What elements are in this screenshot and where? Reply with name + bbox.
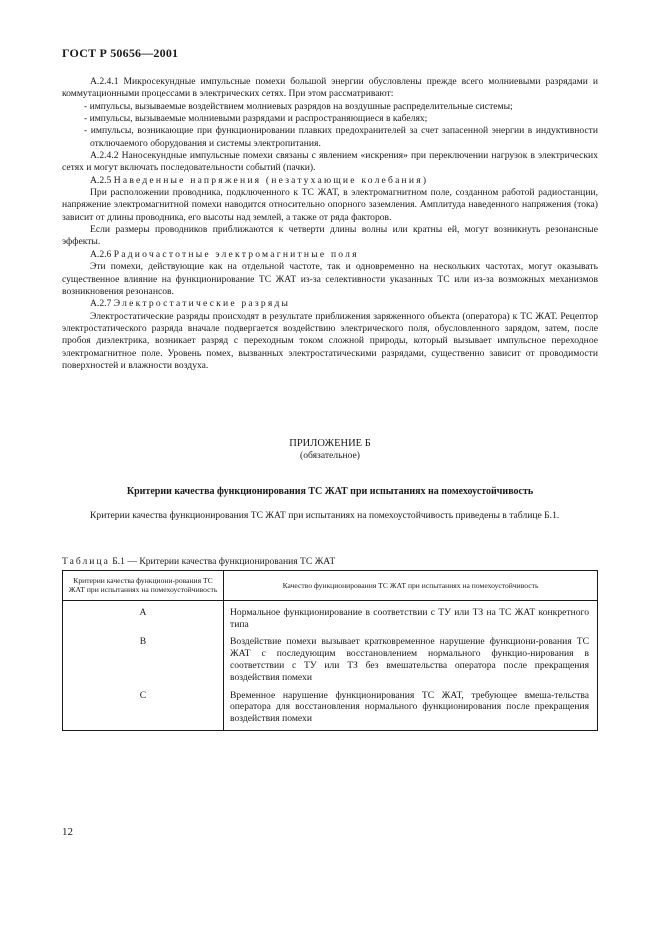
paragraph-a25-2: Если размеры проводников приближаются к четверти длины волны или кратны ей, могут возникнуть резонансные эффекты. <box>62 224 598 248</box>
section-number: А.2.5 <box>90 174 112 186</box>
table-header-quality: Качество функционирования ТС ЖАТ при испытаниях на помехоустойчивость <box>224 571 598 601</box>
document-header: ГОСТ Р 50656—2001 <box>62 46 179 60</box>
appendix-heading: Критерии качества функционирования ТС ЖАТ при испытаниях на помехоустойчивость <box>126 486 534 497</box>
bullet-item: - импульсы, возникающие при функционировании плавких предохранителей за счет запасенной энергии в индуктивности отключаемого оборудования и системы электропитания. <box>84 125 598 149</box>
section-title: Электростатические разряды <box>113 298 291 310</box>
criterion-grade: С <box>63 684 224 731</box>
table-header-row <box>63 571 598 601</box>
table-caption <box>62 556 335 567</box>
section-heading-a25 <box>62 175 598 187</box>
paragraph-a26-1: Эти помехи, действующие как на отдельной частоте, так и одновременно на нескольких частотах, могут оказывать существенное влияние на функционирование ТС ЖАТ из-за селективности указанных ТС или из-за возможных механизмов возникновения резонансов. <box>62 261 598 297</box>
criterion-grade: В <box>63 630 224 683</box>
criterion-description: Нормальное функционирование в соответствии с ТУ или ТЗ на ТС ЖАТ конкретного типа <box>224 600 598 630</box>
section-number: А.2.6 <box>90 248 112 260</box>
bullet-item: - импульсы, вызываемые воздействием молниевых разрядов на воздушные распределительные системы; <box>84 100 513 112</box>
criteria-table <box>62 570 598 731</box>
section-heading-a27 <box>62 298 598 310</box>
section-title: Радиочастотные электромагнитные поля <box>113 248 359 260</box>
appendix-intro: Критерии качества функционирования ТС ЖАТ при испытаниях на помехоустойчивость приведены в таблице Б.1. <box>90 510 560 521</box>
bullet-item: - импульсы, вызываемые молниевыми разрядами и распространяющиеся в кабелях; <box>84 113 428 125</box>
table-header-criteria: Критерии качества функциони-рования ТС ЖАТ при испытаниях на помехоустойчивость <box>63 571 224 601</box>
table-row <box>63 600 598 630</box>
criterion-description: Временное нарушение функционирования ТС ЖАТ, требующее вмеша-тельства оператора для восстановления нормального функционирования после прекращения воздействия помехи <box>224 684 598 731</box>
appendix-title: ПРИЛОЖЕНИЕ Б <box>289 438 371 449</box>
page-number: 12 <box>62 826 73 838</box>
paragraph-a27-1: Электростатические разряды происходят в результате приближения заряженного объекта (оператора) к ТС ЖАТ. Рецептор электростатического разряда вначале подвергается воздействию электрического поля, обусловленного зарядом, затем, после пробоя диэлектрика, возникает разряд с переходным током сложной природы, который вызывает импульсное переходное электромагнитное поле. Уровень помех, вызванных электростатическими разрядами, существенно зависит от проводимости поверхностей и влажности воздуха. <box>62 310 598 371</box>
section-number: А.2.7 <box>90 298 112 310</box>
appendix-status: (обязательное) <box>300 450 360 461</box>
section-title: Наведенные напряжения (незатухающие колебания) <box>113 174 429 186</box>
table-row <box>63 684 598 731</box>
paragraph-a25-1: При расположении проводника, подключенного к ТС ЖАТ, в электромагнитном поле, созданном работой радиостанции, напряжение электромагнитной помехи наводится относительно опорного заземления. Амплитуда наведенного напряжения (тока) зависит от длины проводника, его высоты над землей, а также от ряда факторов. <box>62 187 598 223</box>
appendix-b-title-block <box>62 438 598 461</box>
criterion-grade: А <box>63 600 224 630</box>
table-caption-word: Таблица <box>62 556 110 567</box>
criterion-description: Воздействие помехи вызывает кратковременное нарушение функциони-рования ТС ЖАТ с последующим восстановлением нормального функцио-нирования в соответствии с ТУ или ТЗ без вмешательства оператора после прекращения воздействия помехи <box>224 630 598 683</box>
table-row <box>63 630 598 683</box>
section-heading-a26 <box>62 249 598 261</box>
appendix-a-text <box>62 76 598 372</box>
paragraph-a242: А.2.4.2 Наносекундные импульсные помехи связаны с явлением «искрения» при переключении нагрузок в электрических сетях и могут включать последовательности событий (пачки). <box>62 150 598 174</box>
table-caption-text: Б.1 — Критерии качества функционирования ТС ЖАТ <box>112 556 336 567</box>
paragraph-a241: А.2.4.1 Микросекундные импульсные помехи большой энергии обусловлены прежде всего молниевыми разрядами и коммутационными процессами в электрических сетях. При этом рассматривают: <box>62 76 598 100</box>
